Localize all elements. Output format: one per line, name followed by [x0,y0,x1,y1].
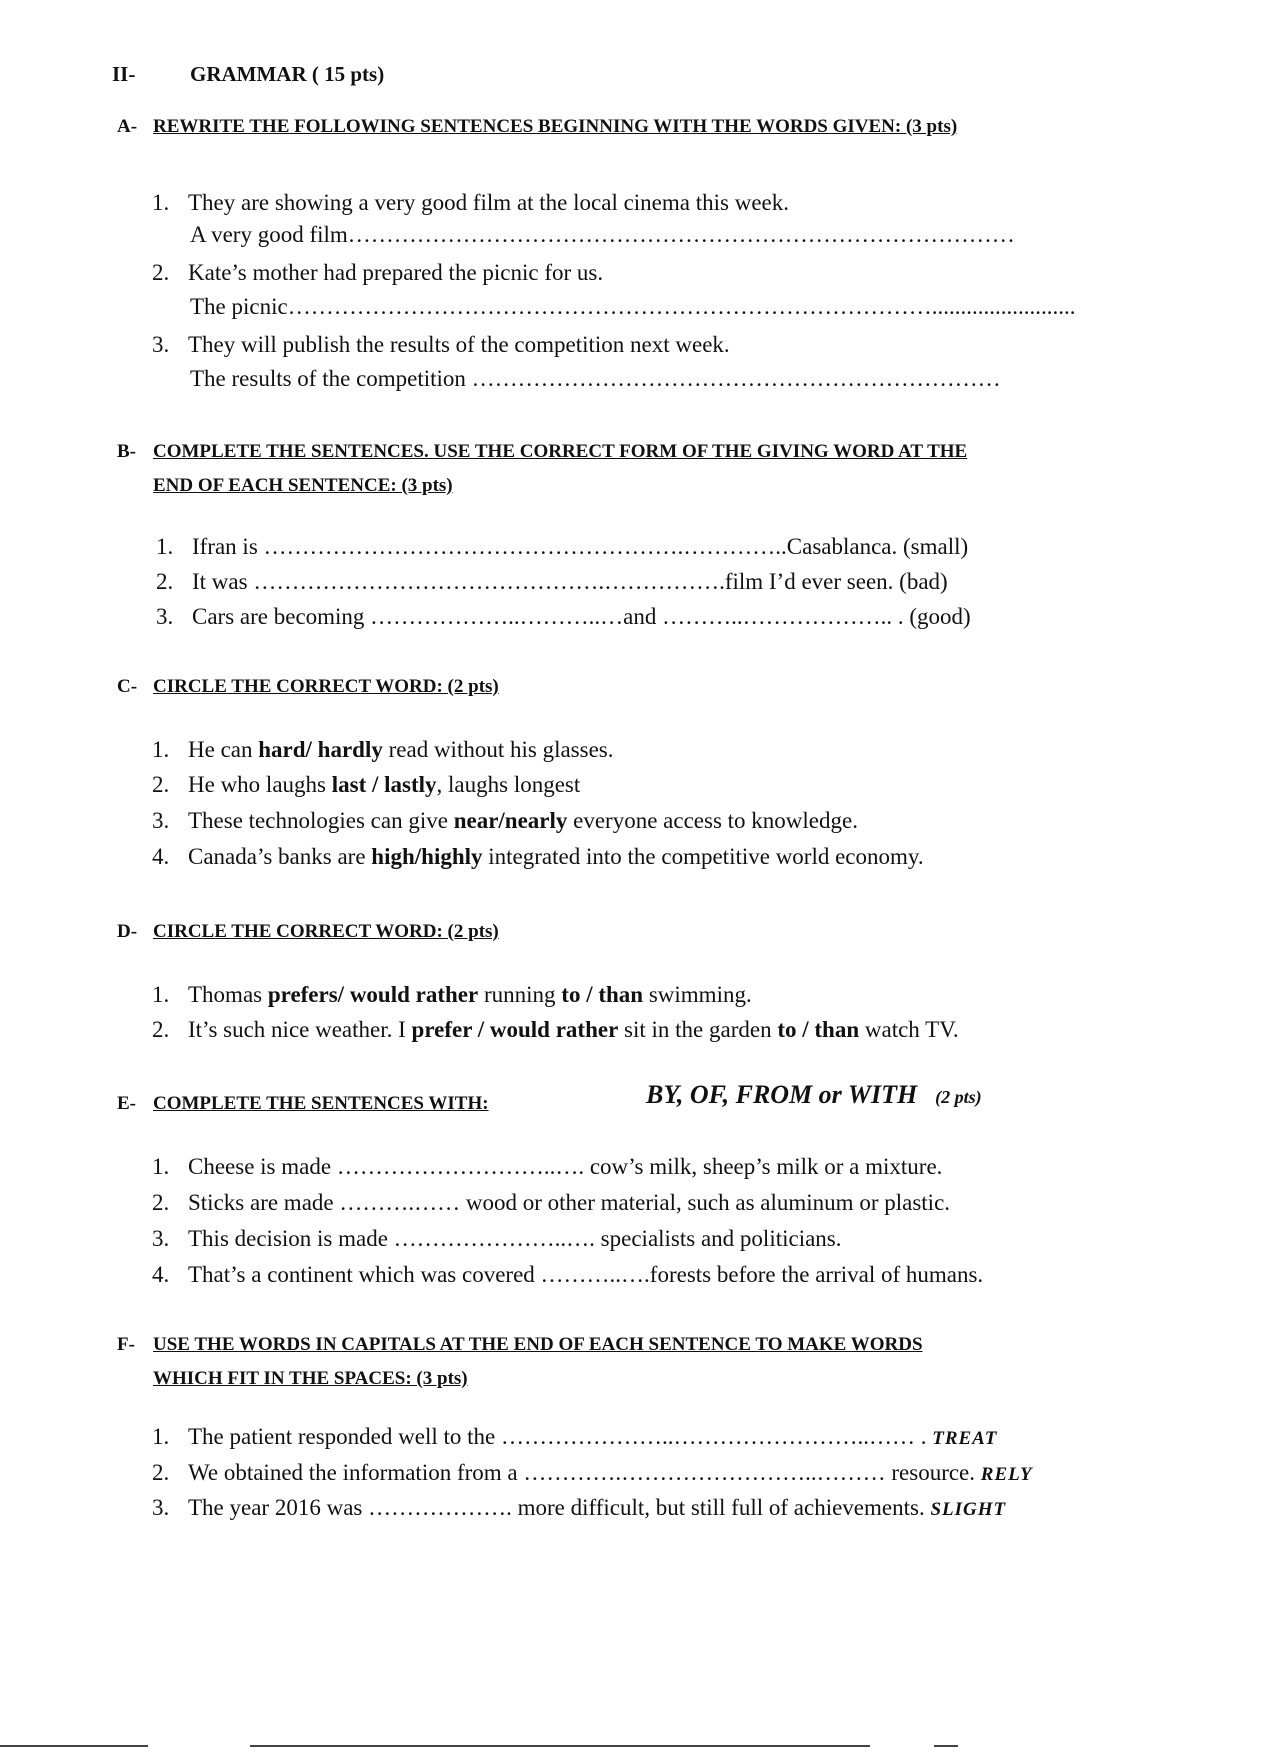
section-b-heading [117,435,967,503]
section-b-title-line2: END OF EACH SENTENCE: (3 pts) [153,475,453,496]
item-text: Cars are becoming ………………..………..…and ………..……………….. . (good) [192,604,971,629]
item-text: integrated into the competitive world economy. [482,844,924,869]
choice-options[interactable]: last / lastly [331,772,437,797]
item-number: 2. [152,1190,170,1215]
item-number: 1. [156,534,174,559]
list-item [152,806,858,836]
list-item [156,532,968,562]
item-text: Kate’s mother had prepared the picnic for us. [188,260,604,285]
section-letter: A- [117,116,138,137]
word-bank [646,1080,982,1110]
item-text: watch TV. [859,1017,959,1042]
section-e-heading [117,1087,489,1121]
list-item [152,1458,1033,1490]
item-text: swimming. [643,982,752,1007]
list-item [152,1422,997,1454]
section-letter: C- [117,676,138,697]
choice-options[interactable]: to / than [777,1017,860,1042]
answer-line: The results of the competition …………………………………………………………… [190,366,1001,391]
title-text: GRAMMAR ( 15 pts) [190,62,385,86]
item-number: 3. [156,604,174,629]
section-f-title-line1: USE THE WORDS IN CAPITALS AT THE END OF EACH SENTENCE TO MAKE WORDS [153,1334,923,1355]
section-d-title: CIRCLE THE CORRECT WORD: (2 pts) [153,921,499,942]
footer-rule [0,1745,148,1747]
item-text: The patient responded well to the …………………..……………………..…… . [188,1424,927,1449]
item-text: They are showing a very good film at the local cinema this week. [188,190,789,215]
item-text: Thomas [188,982,268,1007]
choice-options[interactable]: hard/ hardly [258,737,383,762]
capital-keyword: RELY [980,1464,1033,1485]
item-number: 3. [152,808,170,833]
item-text: It was ……………………………………….…………….film I’d ever seen. (bad) [192,569,948,594]
capital-keyword: TREAT [932,1428,998,1449]
list-item [152,842,924,872]
item-text: The year 2016 was ………………. more difficult, but still full of achievements. [188,1495,925,1520]
section-points: (2 pts) [935,1087,982,1107]
item-text: It’s such nice weather. I [188,1017,412,1042]
section-b-title-line1: COMPLETE THE SENTENCES. USE THE CORRECT FORM OF THE GIVING WORD AT THE [153,441,968,462]
item-number: 2. [152,772,170,797]
section-c-title: CIRCLE THE CORRECT WORD: (2 pts) [153,676,499,697]
item-number: 1. [152,737,170,762]
list-item [152,1224,842,1254]
choice-options[interactable]: prefers/ would rather [267,982,479,1007]
item-text: Cheese is made ………………………..…. cow’s milk, sheep’s milk or a mixture. [188,1154,943,1179]
item-text: They will publish the results of the competition next week. [188,332,730,357]
section-a-heading [117,110,957,144]
list-item [152,1188,950,1218]
list-item [152,735,613,765]
page-title [112,62,384,87]
list-item [152,1260,983,1290]
item-text: He can [188,737,259,762]
section-letter: F- [117,1334,135,1355]
choice-options[interactable]: to / than [561,982,644,1007]
list-item [152,330,730,360]
footer-rule [934,1745,958,1747]
section-f-heading [117,1328,923,1396]
item-text: That’s a continent which was covered ………..….forests before the arrival of humans. [188,1262,984,1287]
section-letter: E- [117,1093,136,1114]
item-number: 2. [156,569,174,594]
item-text: We obtained the information from a ………….……………………..……… resource. [188,1460,976,1485]
word-bank-words: BY, OF, FROM or WITH [646,1080,918,1109]
list-item [156,602,971,632]
list-item [152,258,603,288]
item-number: 2. [152,1460,170,1485]
item-text: running [478,982,562,1007]
list-item [152,1015,959,1045]
item-text: sit in the garden [618,1017,778,1042]
footer-rule [250,1745,870,1747]
list-item [152,1152,942,1182]
list-item [156,567,948,597]
section-d-heading [117,915,499,949]
item-number: 4. [152,844,170,869]
item-text: everyone access to knowledge. [567,808,858,833]
section-e-title: COMPLETE THE SENTENCES WITH: [153,1093,489,1114]
item-number: 2. [152,1017,170,1042]
capital-keyword: SLIGHT [930,1499,1007,1520]
section-c-heading [117,670,499,704]
item-text: , laughs longest [436,772,581,797]
section-letter: B- [117,441,136,462]
list-item [152,1493,1006,1525]
item-text: Canada’s banks are [188,844,372,869]
item-text: This decision is made …………………..…. specialists and politicians. [188,1226,842,1251]
item-number: 1. [152,982,170,1007]
item-text: Ifran is ……………………………………………….…………..Casablanca. (small) [192,534,969,559]
item-text: These technologies can give [188,808,454,833]
item-number: 1. [152,1154,170,1179]
section-f-title-line2: WHICH FIT IN THE SPACES: (3 pts) [153,1368,468,1389]
section-a-title: REWRITE THE FOLLOWING SENTENCES BEGINNING WITH THE WORDS GIVEN: (3 pts) [153,116,958,137]
choice-options[interactable]: near/nearly [453,808,568,833]
section-letter: D- [117,921,138,942]
item-number: 3. [152,332,170,357]
item-text: He who laughs [188,772,332,797]
choice-options[interactable]: high/highly [371,844,483,869]
choice-options[interactable]: prefer / would rather [411,1017,619,1042]
item-number: 1. [152,190,170,215]
item-number: 3. [152,1495,170,1520]
item-number: 4. [152,1262,170,1287]
item-number: 3. [152,1226,170,1251]
list-item [152,980,752,1010]
answer-line: A very good film…………………………………………………………………………… [190,222,1015,247]
list-item [152,188,789,218]
list-item [152,770,580,800]
answer-line: The picnic…………………………………………………………………………......................... [190,294,1076,319]
item-number: 1. [152,1424,170,1449]
title-numeral: II- [112,62,136,86]
item-text: Sticks are made ……….…… wood or other material, such as aluminum or plastic. [188,1190,951,1215]
item-number: 2. [152,260,170,285]
item-text: read without his glasses. [382,737,614,762]
